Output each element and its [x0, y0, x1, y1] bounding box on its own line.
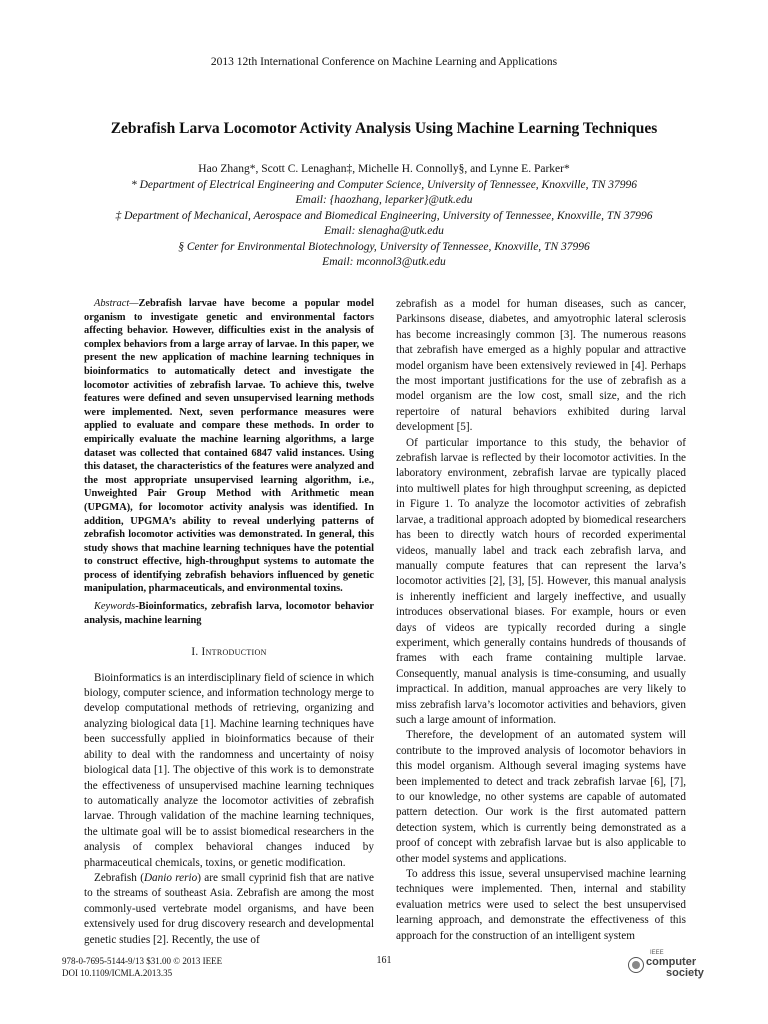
affiliation-2: ‡ Department of Mechanical, Aerospace and Biomedical Engineering, University of Tennessee, Knoxville, TN 37996 — [115, 209, 653, 222]
ieee-computer-society-logo — [628, 950, 718, 982]
right-paragraph-1: zebrafish as a model for human diseases, such as cancer, Parkinsons disease, diabetes, and amyotrophic lateral sclerosis has become increasingly common [3]. The numerous reasons that zebrafish have emerged as a highly popular and attractive model organism have been extensively reviewed in [4]. Perhaps the most important justifications for the use of zebrafish as a model organism are the low cost, small size, and the rich repertoire of natural behaviors exhibited during larval development [5]. — [396, 298, 686, 434]
footer-isbn: 978-0-7695-5144-9/13 $31.00 © 2013 IEEE — [62, 956, 223, 966]
right-paragraph-3: Therefore, the development of an automated system will contribute to the improved analysis of locomotor behaviors in this model organism. Although several imaging systems have been implemented to detect and track zebrafish larvae [6], [7], to our knowledge, no other systems are capable of automated pattern detection. Our work is the first automated pattern detection system, which is currently being demonstrated as a proof of concept with zebrafish larvae but is also applicable to other model systems and applications. — [396, 729, 686, 865]
paper-title: Zebrafish Larva Locomotor Activity Analysis Using Machine Learning Techniques — [110, 120, 658, 137]
right-column — [396, 297, 686, 944]
conference-header: 2013 12th International Conference on Machine Learning and Applications — [210, 56, 558, 68]
intro-paragraph-1: Bioinformatics is an interdisciplinary field of science in which biology, computer science, and information technology merge to develop computational methods of retrieving, organizing and analyzing biological data [1]. Machine learning techniques have been successfully applied in bioinformatics because of their ability to deal with the randomness and uncertainty of noisy biological data [1]. The objective of this work is to demonstrate the effectiveness of unsupervised machine learning techniques to automatically analyze the locomotor activities of zebrafish larvae. Through validation of the machine learning techniques, the ultimate goal will be to assist biomedical researchers in the analysis of complex behavioral changes induced by pharmaceutical chemicals, toxins, or genetic modification. — [84, 671, 374, 869]
affiliation-3: § Center for Environmental Biotechnology, University of Tennessee, Knoxville, TN 37996 — [178, 240, 590, 253]
left-column — [84, 297, 374, 948]
logo-circle-icon — [628, 957, 644, 973]
keywords-text: -Bioinformatics, zebrafish larva, locomotor behavior analysis, machine learning — [84, 601, 374, 626]
intro-p2-rest: ) are small cyprinid fish that are native to the streams of southeast Asia. Zebrafish are among the most commonly-used vertebrate model organisms, and have been extensively used for drug discovery research and developmental genetic studies [2]. Recently, the use of — [84, 871, 374, 946]
species-name: Danio rerio — [143, 871, 198, 884]
abstract-lead: Abstract— — [94, 298, 139, 309]
logo-line-2: society — [666, 967, 704, 979]
right-paragraph-4: To address this issue, several unsupervised machine learning techniques were implemented. Then, internal and stability evaluation metrics were used to select the best unsupervised learning approach, and demonstrate the effectiveness of this approach for the construction of an intelligent system — [396, 868, 686, 942]
logo-ieee-text: IEEE — [650, 950, 664, 956]
keywords — [84, 600, 374, 627]
abstract-text: Zebrafish larvae have become a popular model organism to investigate genetic and environmental factors affecting behavior. However, difficulties exist in the analysis of complex behaviors from a large array of larvae. In this paper, we present the new application of machine learning techniques in bioinformatics to automatically detect and investigate the locomotor activities of zebrafish larvae. To achieve this, twelve features were defined and seven unsupervised learning methods were implemented. Next, seven performance measures were applied to evaluate and compare these methods. In order to empirically evaluate the machine learning algorithms, a large dataset was collected that contained 6847 valid instances. Using this dataset, the characteristics of the features were analyzed and the most appropriate unsupervised learning algorithm, i.e., Unweighted Pair Group Method with Arithmetic mean (UPGMA), for locomotor activity analysis was identified. In addition, UPGMA’s ability to reveal underlying patterns of zebrafish locomotor activities was demonstrated. In general, this study shows that machine learning techniques have the potential to construct effective, high-throughput systems to automate the process of identifying zebrafish behaviors influenced by genetic manipulation, pharmaceuticals, and environmental toxins. — [84, 298, 374, 595]
email-2: Email: slenagha@utk.edu — [324, 225, 444, 237]
email-1: Email: {haozhang, leparker}@utk.edu — [295, 194, 473, 206]
intro-p2-start: Zebrafish ( — [94, 871, 144, 884]
right-paragraph-2: Of particular importance to this study, the behavior of zebrafish larvae is reflected by their locomotor activities. In the laboratory environment, zebrafish larvae are typically placed into multiwell plates for high throughput screening, as depicted in Figure 1. To analyze the locomotor activities of zebrafish larvae, a traditional approach adopted by biomedical researchers has been to directly watch hours of recorded experimental videos, manually label and track each zebrafish larva, and manually compute features that can represent the larva’s locomotor activities [2], [3], [5]. However, this manual analysis is inherently inefficient and largely ineffective, and usually introduces observational biases. For example, hours or even days of videos are typically recorded during a single experiment, which generally contains hundreds of thousands of frames with each frame containing multiple larvae. Consequently, manual analysis is time-consuming, and usually impractical. In addition, manual approaches are very likely to miss zebrafish larva’s locomotor activities and behaviors, given such a large amount of information. — [396, 436, 686, 726]
author-block — [0, 162, 768, 271]
abstract — [84, 297, 374, 596]
keywords-lead: Keywords — [94, 601, 136, 613]
author-names: Hao Zhang*, Scott C. Lenaghan‡, Michelle H. Connolly§, and Lynne E. Parker* — [198, 163, 570, 175]
affiliation-1: * Department of Electrical Engineering and Computer Science, University of Tennessee, Knoxville, TN 37996 — [130, 178, 638, 191]
section-heading-introduction: I. Introduction — [191, 646, 267, 659]
page-number: 161 — [376, 955, 392, 966]
intro-paragraph-2 — [84, 871, 374, 948]
logo-line-1: computer — [646, 956, 697, 968]
email-3: Email: mconnol3@utk.edu — [322, 256, 446, 268]
footer-doi: DOI 10.1109/ICMLA.2013.35 — [62, 968, 173, 978]
